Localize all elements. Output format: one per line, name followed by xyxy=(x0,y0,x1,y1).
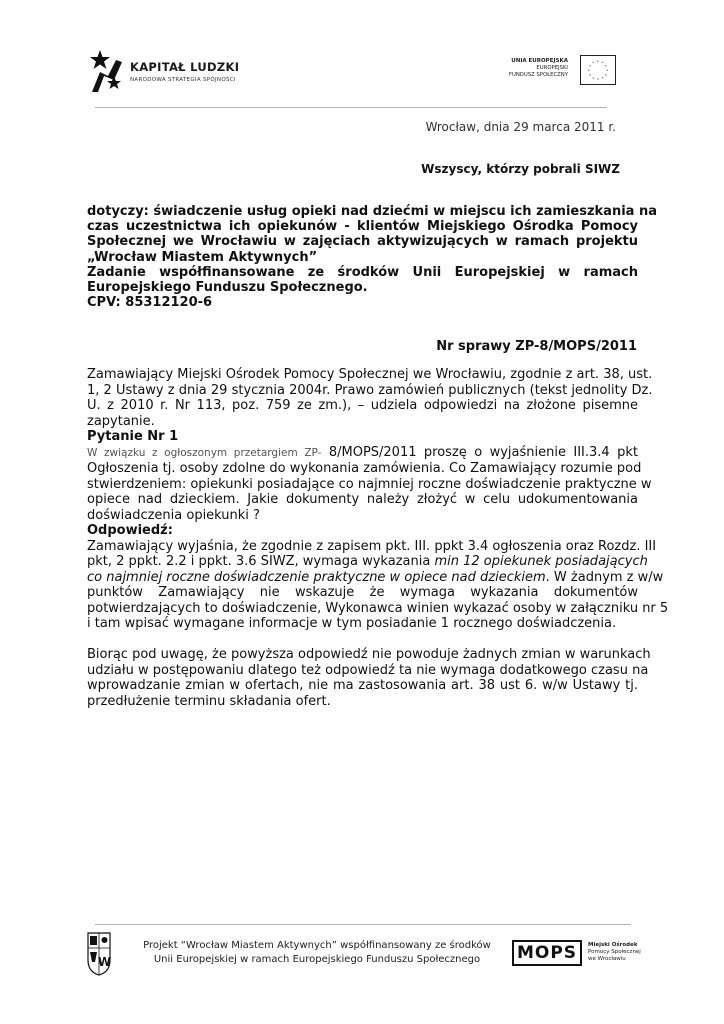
kapital-ludzki-emblem-icon xyxy=(88,46,124,94)
wroclaw-coat-of-arms-icon xyxy=(87,932,111,976)
recipients: Wszyscy, którzy pobrali SIWZ xyxy=(421,162,620,176)
subject-line-4: „Wrocław Miastem Aktywnych” xyxy=(87,249,318,265)
svg-text:*: * xyxy=(587,68,590,73)
answer-line-1: Zamawiający wyjaśnia, że zgodnie z zapisem pkt. III. ppkt 3.4 ogłoszenia oraz Rozdz. III xyxy=(87,538,657,554)
svg-text:*: * xyxy=(601,76,604,81)
svg-text:*: * xyxy=(605,64,607,69)
closing-line-2: udziału w postępowaniu dlatego też odpowiedź ta nie wymaga dodatkowego czasu na xyxy=(87,662,649,678)
answer-heading: Odpowiedź: xyxy=(87,523,173,538)
svg-text:*: * xyxy=(592,76,595,81)
svg-text:W: W xyxy=(97,955,111,969)
subject-line-5: Zadanie współfinansowane ze środków Unii Europejskiej w ramach xyxy=(87,264,638,280)
question-line-4: opiece nad dzieckiem. Jakie dokumenty należy złożyć w celu udokumentowania xyxy=(87,492,638,507)
kapital-ludzki-title: KAPITAŁ LUDZKI xyxy=(130,60,240,74)
case-number: Nr sprawy ZP-8/MOPS/2011 xyxy=(436,339,637,354)
question-paragraph xyxy=(87,444,652,524)
document-date: Wrocław, dnia 29 marca 2011 r. xyxy=(425,120,616,134)
closing-line-4: przedłużenie terminu składania ofert. xyxy=(87,693,331,709)
question-heading: Pytanie Nr 1 xyxy=(87,429,179,444)
eu-line-3: FUNDUSZ SPOŁECZNY xyxy=(508,72,568,79)
subject-block xyxy=(87,204,657,311)
question-line-5: doświadczenia opiekunki ? xyxy=(87,507,260,523)
header-divider xyxy=(95,107,607,108)
mops-desc-line-3: we Wrocławiu xyxy=(588,956,626,962)
answer-line-5: potwierdzających to doświadczenie, Wykonawca winien wykazać osoby w załączniku nr 5 xyxy=(87,600,669,616)
svg-text:*: * xyxy=(589,73,591,78)
question-line-1-small: W związku z ogłoszonym przetargiem ZP- xyxy=(87,446,322,459)
question-line-1-rest: 8/MOPS/2011 proszę o wyjaśnienie III.3.4 pkt xyxy=(328,444,638,460)
mops-desc-line-1: Miejski Ośrodek xyxy=(588,942,638,948)
eu-logo-text xyxy=(508,58,568,80)
kapital-ludzki-subtitle: NARODOWA STRATEGIA SPÓJNOŚCI xyxy=(130,77,236,83)
answer-line-2-italic: min 12 opiekunek posiadających xyxy=(434,554,648,569)
paragraph-gap xyxy=(87,632,638,648)
question-line-3: stwierdzeniem: opiekunki posiadające co najmniej roczne doświadczenie praktyczne w xyxy=(87,476,652,492)
intro-line-1: Zamawiający Miejski Ośrodek Pomocy Społecznej we Wrocławiu, zgodnie z art. 38, ust. xyxy=(87,367,653,382)
answer-line-3-plain: . W żadnym z w/w xyxy=(545,569,664,585)
answer-line-3 xyxy=(87,569,664,586)
svg-text:*: * xyxy=(592,61,595,66)
intro-line-3: U. z 2010 r. Nr 113, poz. 759 ze zm.), – udziela odpowiedzi na złożone pisemne xyxy=(87,398,638,413)
mops-description xyxy=(588,942,641,963)
answer-paragraph xyxy=(87,538,669,632)
kapital-ludzki-logo xyxy=(88,46,248,96)
svg-text:*: * xyxy=(605,73,607,78)
svg-text:*: * xyxy=(606,68,609,73)
eu-flag-icon xyxy=(580,55,616,85)
svg-text:*: * xyxy=(601,61,604,66)
intro-paragraph xyxy=(87,367,653,429)
eu-line-1: UNIA EUROPEJSKA xyxy=(511,58,568,64)
footer-line-1: Projekt “Wrocław Miastem Aktywnych” współfinansowany ze środków xyxy=(143,940,491,951)
subject-line-2: czas uczestnictwa ich opiekunów - klientów Miejskiego Ośrodka Pomocy xyxy=(87,219,638,235)
closing-line-3: wprowadzanie zmian w ofertach, nie ma zastosowania art. 38 ust 6. w/w Ustawy tj. xyxy=(87,678,638,693)
answer-line-2-plain: pkt, 2 ppkt. 2.2 i ppkt. 3.6 SIWZ, wymaga wykazania xyxy=(87,554,435,569)
answer-line-2 xyxy=(87,554,648,570)
eu-logo xyxy=(508,55,616,87)
svg-text:*: * xyxy=(597,60,599,64)
svg-text:*: * xyxy=(597,77,599,82)
intro-line-4: zapytanie. xyxy=(87,413,155,429)
subject-line-7: CPV: 85312120-6 xyxy=(87,295,213,311)
svg-text:*: * xyxy=(589,64,591,69)
question-line-1 xyxy=(87,445,638,462)
closing-paragraph xyxy=(87,647,651,709)
subject-line-1: dotyczy: świadczenie usług opieki nad dziećmi w miejscu ich zamieszkania na xyxy=(87,204,657,219)
body-block xyxy=(87,367,669,709)
eu-line-2: EUROPEJSKI xyxy=(536,65,568,72)
question-line-2: Ogłoszenia tj. osoby zdolne do wykonania zamówienia. Co Zamawiający rozumie pod xyxy=(87,461,642,476)
footer-line-2: Unii Europejskiej w ramach Europejskiego Funduszu Społecznego xyxy=(153,954,481,965)
mops-logo: MOPS xyxy=(512,940,582,966)
answer-line-4: punktów Zamawiający nie wskazuje że wymaga wykazania dokumentów xyxy=(87,585,638,600)
intro-line-2: 1, 2 Ustawy z dnia 29 stycznia 2004r. Prawo zamówień publicznych (tekst jednolity Dz. xyxy=(87,382,653,398)
footer-project-text xyxy=(132,939,502,967)
footer-divider xyxy=(95,924,631,925)
mops-desc-line-2: Pomocy Społecznej xyxy=(588,949,641,955)
answer-line-6: i tam wpisać wymagane informacje w tym posiadanie 1 rocznego doświadczenia. xyxy=(87,616,617,631)
closing-line-1: Biorąc pod uwagę, że powyższa odpowiedź nie powoduje żadnych zmian w warunkach xyxy=(87,647,651,662)
answer-line-3-italic: co najmniej roczne doświadczenie praktyczne w opiece nad dzieckiem xyxy=(87,569,546,585)
subject-line-3: Społecznej we Wrocławiu w zajęciach aktywizujących w ramach projektu xyxy=(87,234,638,250)
subject-line-6: Europejskiego Funduszu Społecznego. xyxy=(87,280,368,296)
